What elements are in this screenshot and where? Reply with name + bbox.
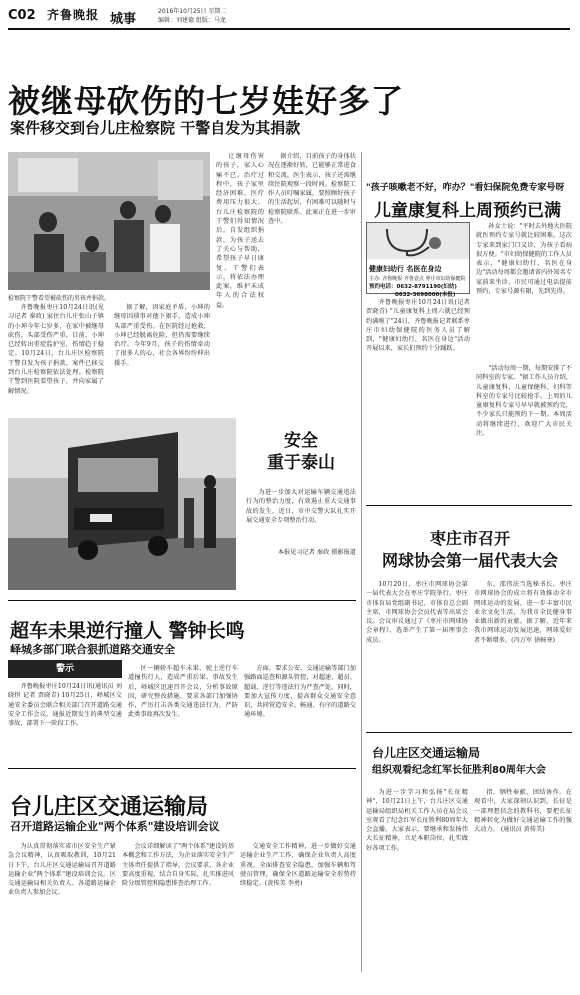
ad-line3: 0632-3698000(本报) <box>395 292 456 298</box>
section-rule <box>366 505 572 506</box>
mid-headline: 超车未果逆行撞人 警钟长鸣 <box>10 620 245 642</box>
commemoration-col2: 指，牺牲奉献，团结协作。在观看中，大家深刻认识到，长征是一部理想信念的教科书，要把长征精神转化为做好交通运输工作的强大动力。 (通讯员 黄传美) <box>474 789 572 834</box>
bottom-top-rule <box>8 768 356 769</box>
mid-col2: 区一辆轿车超车未果，驶上逆行车道撞伤行人，造成严重后果。事故发生后，峄城区迅速召开会议，分析事故原因，研究整改措施，要求各部门加强协作，严厉打击各类交通违法行为，严防此类事故再次发生。 <box>128 665 238 719</box>
tennis-headline-line1: 枣庄市召开 <box>429 529 510 548</box>
tennis-headline-line2: 网球协会第一届代表大会 <box>381 551 558 570</box>
editor-line: 编辑：刘建德 组版：马龙 <box>158 17 226 24</box>
mid-col3: 方面，要求公安、交通运输等部门加强路面巡查和源头管控，对超速、超员、超载、逆行等违法行为严查严处。同时，要加大宣传力度，提高群众交通安全意识，共同营造安全、畅通、有序的道路交通环境。 <box>244 665 356 719</box>
safety-credit: 本报见习记者 秦政 摄影报道 <box>277 549 356 556</box>
mid-subheadline: 峄城多部门联合狠抓道路交通安全 <box>10 643 175 656</box>
bottom-col1: 为认真贯彻落实省市区安全生产紧急会议精神，认真吸取教训，10月21日下午，台儿庄区交通运输局召开道路运输企业"两个体系"建设培训会议。区交通运输局相关负责人、各道路运输企业负责人参加会议。 <box>8 843 116 897</box>
header-meta <box>158 7 226 25</box>
truck-photo <box>8 418 236 590</box>
page-header <box>0 0 580 44</box>
lead-col2: 据了解，因家庭矛盾，小坤的继母因琐事对他下狠手，造成小坤头部严重受伤。在医院经过抢救，小坤已经脱离危险，但仍需要继续治疗。今年9月，孩子的伤情牵动了很多人的心，社会各界纷纷伸出援手。 <box>114 304 210 367</box>
header-rule <box>8 28 570 30</box>
lead-photo-caption: 检察院干警看望被砍伤的男孩并捐款。 <box>8 295 111 302</box>
safety-text: 为进一步加大对运输车辆交通违法行为的整治力度，有效遏止重大交通事故的发生，近日，市中交警大队扎实开展交通安全专项整治行动。 <box>246 489 356 524</box>
date-line: 2016年10月25日 星期二 <box>158 8 227 15</box>
bottom-headline: 台儿庄区交通运输局 <box>10 795 209 820</box>
lead-headline: 被继母砍伤的七岁娃好多了 <box>8 82 405 120</box>
tennis-col2: 东，邵伟法当选秘书长。枣庄市网球协会的成立将有效推动全市网球运动的发展，进一步丰富市民业余文化生活，为我市全民健身事业做出新的贡献。据了解，近年来我市网球运动发展迅速，网球爱好者不断增多。(冯万军 徐畅寒) <box>474 581 572 644</box>
page-code: C02 <box>8 8 36 23</box>
lead-col3: 让继母伤害的孩子，家人心痛不已。治疗过程中，孩子家里经济困难，医疗费用压力很大。台儿庄检察院的干警们得知情况后，自发组织捐款，为孩子送去了关心与帮助，希望孩子早日康复。干警们表示，将依法办理此案，维护未成年人的合法权益。 <box>216 153 264 309</box>
warning-stamp-label: 警示 <box>55 664 74 674</box>
bottom-col3: 交通安全工作精神，进一步做好交通运输企业生产工作，确保企业负责人高度重视，全面排查安全隐患，加强车辆和驾驶员管理，确保全区道路运输安全形势持续稳定。(黄传美 李勇) <box>240 843 356 888</box>
right-col3: "活动每周一期，每期安排了不同科室的专家。"据工作人员介绍，儿童康复科、儿童保健科、妇科等科室的专家号比较抢手。上周的儿童康复科专家号早早就被预约完，不少家长只能预约下一期。本周活动将继续进行，欢迎广大市民关注。 <box>476 365 572 438</box>
tennis-headline <box>372 528 568 572</box>
commemoration-headline-line2: 组织观看纪念红军长征胜利80周年大会 <box>372 765 546 776</box>
health-ad-box <box>366 222 470 298</box>
right-mid-rule <box>366 732 572 733</box>
stethoscope-icon <box>367 223 469 259</box>
safety-headline-line1: 安全 <box>284 431 318 451</box>
bottom-subheadline: 召开道路运输企业"两个体系"建设培训会议 <box>10 820 220 833</box>
lead-photo <box>8 152 210 290</box>
lead-col1: 齐鲁晚报枣庄10月24日讯(见习记者 秦政) 家住台儿庄张山子镇的小坤今年七岁多，在家中被继母砍伤，头部受伤严重。目前，小坤已经转出重症监护室，伤情趋于稳定。10月24日，台儿庄区检察院干警自发为孩子捐款，案件已移交到台儿庄检察院依法处理。检察院干警到医院看望孩子，并向家属了解情况。 <box>8 304 104 395</box>
safety-headline-line2: 重于泰山 <box>267 453 335 473</box>
bottom-col2: 会议详细解读了"两个体系"建设的基本概念和工作方法，为企业落实安全生产主体责任提供了指导。会议要求，各企业要高度重视，结合自身实际，扎实推进风险分级管控和隐患排查治理工作。 <box>122 843 234 888</box>
right-headline: 儿童康复科上周预约已满 <box>374 201 561 221</box>
commemoration-headline <box>372 744 572 780</box>
commemoration-col1: 为进一步学习和弘扬"长征精神"，10月21日上午，台儿庄区交通运输局组织局机关工作人员在局会议室观看了纪念红军长征胜利80周年大会直播。大家表示，要继承和发扬伟大长征精神，立足本职岗位，扎实做好各项工作。 <box>366 789 468 852</box>
lead-col4: 据介绍，目前孩子的身体状况在逐渐好转，已能够正常进食和交流。医生表示，孩子还需继续住院观察一段时间。检察院工作人员叮嘱家属，要照顾好孩子的生活起居，有困难可以随时与检察院联系。此案正在进一步审查中。 <box>268 153 356 226</box>
ad-title: 健康妇幼行 名医在身边 <box>369 265 442 273</box>
ad-line2: 预约电话：0632-8791190(妇幼) <box>369 284 457 290</box>
column-rule <box>361 152 362 972</box>
newspaper-logo: 齐鲁晚报 <box>47 8 100 22</box>
warning-stamp <box>8 660 122 678</box>
right-col1: 齐鲁晚报枣庄10月24日讯(记者 贾晓青) "儿童康复科上周六就已经预约满啦了"24日，齐鲁晚报记者联系枣庄市妇幼保健院的医务人员了解到，"健康妇幼行，名医在身边"活动开展以来，家长们预约十分踊跃。 <box>366 299 470 353</box>
commemoration-headline-line1: 台儿庄区交通运输局 <box>372 746 481 760</box>
tennis-col1: 10月20日，枣庄市网球协会第一届代表大会在枣庄学院举行。枣庄市体育局党组副书记、市体育总会副主席，市网球协会会员代表等出席会议。会议审议通过了《枣庄市网球协会章程》，选举产生了第一届理事会成员。 <box>366 581 468 644</box>
right-col2: 孙女士说："平时去外地大医院就医预约专家号就比较困难，这次专家来到家门口义诊，为孩子看病很方便。"市妇幼保健院的工作人员表示，"健康妇幼行，名医在身边"活动每周都会邀请省内外知名专家前来坐诊，市民可通过电话提前预约，专家号源有限，先到先得。 <box>476 223 572 296</box>
mid-top-rule <box>8 600 356 601</box>
lead-photo-image <box>8 152 210 290</box>
right-kicker: "孩子咳嗽老不好，咋办？"看妇保院免费专家号呀 <box>366 183 565 193</box>
mid-col1: 齐鲁晚报枣庄10月24日讯(通讯员 刘晓恒 记者 贾晓青) 10月25日，峄城区交通安全委员会联合相关部门召开道路交通安全工作会议，通报近期发生的典型交通事故，部署下一阶段工作。 <box>8 683 122 728</box>
section-title: 城事 <box>110 12 137 27</box>
truck-photo-image <box>8 418 236 590</box>
safety-headline <box>246 430 356 474</box>
ad-line1: 主办: 齐鲁晚报·齐鲁壹点 枣庄市妇幼保健院 <box>369 276 466 282</box>
lead-subheadline: 案件移交到台儿庄检察院 干警自发为其捐款 <box>10 119 301 137</box>
